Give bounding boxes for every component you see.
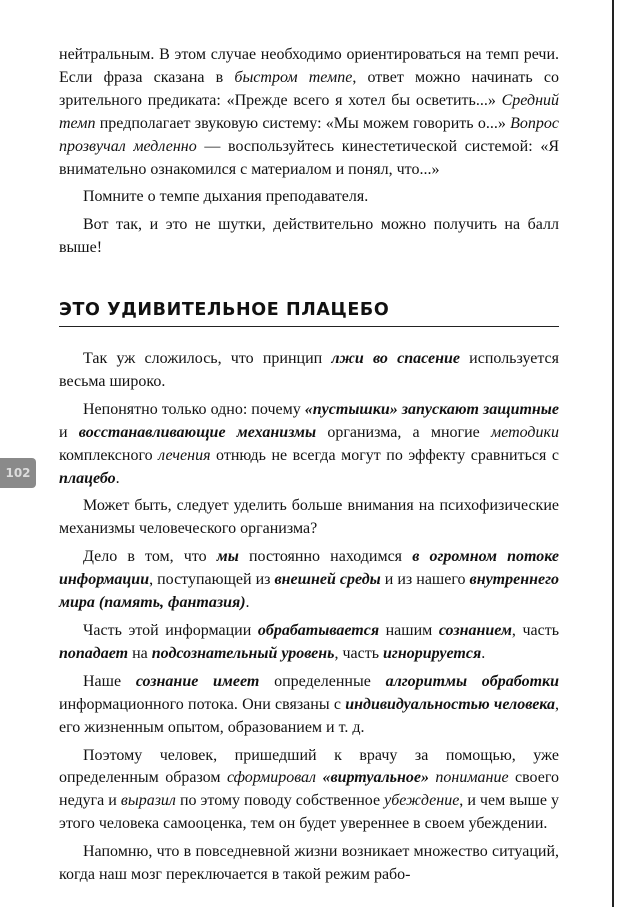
emphasis-bold-italic: «пустышки» запускают защитные	[304, 400, 559, 418]
text-run: Так уж сложилось, что принцип	[83, 350, 332, 367]
text-run: и	[59, 423, 79, 441]
text-run: , часть	[334, 644, 384, 662]
paragraph	[59, 841, 559, 887]
emphasis-bold-italic: мы	[216, 548, 239, 566]
emphasis-italic: Средний темп	[59, 91, 559, 132]
emphasis-italic: сформировал	[226, 769, 317, 787]
emphasis-bold-italic: плацебо	[59, 469, 116, 487]
text-run: Поэтому человек, пришедший к врачу за помощью, уже определенным образом	[59, 746, 559, 787]
text-run: , поступающей из	[149, 571, 275, 589]
emphasis-bold-italic: попадает	[59, 644, 129, 662]
text-run: на	[128, 644, 152, 662]
text-run: организма, а многие	[316, 423, 491, 441]
text-run: информационного потока. Они связаны с	[59, 695, 346, 713]
section-heading	[59, 300, 559, 327]
text-run: нашим	[379, 621, 439, 639]
paragraph	[59, 399, 559, 491]
page-edge-line	[612, 0, 614, 907]
text-run: .	[481, 644, 486, 662]
text-run: , часть	[511, 621, 559, 639]
paragraph	[59, 745, 559, 837]
emphasis-italic: убеждение	[384, 792, 460, 810]
text-run: нейтральным. В этом случае необходимо ориентироваться на темп речи. Если фраза сказана в	[59, 46, 559, 86]
text-run: Дело в том, что	[83, 548, 217, 566]
text-run: постоянно находимся	[238, 548, 413, 566]
text-run: предполагает звуковую систему: «Мы можем говорить о...»	[95, 114, 511, 132]
text-run: Вот так, и это не шутки, действительно можно получить на балл выше!	[59, 216, 559, 257]
text-run: по этому поводу собственное	[175, 792, 385, 810]
emphasis-italic: быстром темпе	[234, 68, 353, 86]
emphasis-bold-italic: алгоритмы обработки	[385, 672, 560, 690]
emphasis-bold-italic: восстанавливающие механизмы	[78, 423, 317, 441]
text-run: Непонятно только одно: почему	[83, 400, 305, 418]
text-run: Помните о темпе дыхания преподавателя.	[83, 188, 369, 206]
emphasis-bold-italic: сознанием	[438, 621, 512, 639]
emphasis-italic: методики	[490, 423, 560, 441]
page-number: 102	[5, 466, 31, 480]
emphasis-bold-italic: лжи во спасение	[331, 350, 460, 367]
emphasis-bold-italic: подсознательный уровень	[151, 644, 335, 662]
text-run: — воспользуйтесь кинестетической системой: «Я внимательно ознакомился с материалом и понял, что...»	[59, 137, 560, 178]
text-run: и из нашего	[380, 571, 470, 589]
text-run: , ответ можно начинать со зрительного предиката: «Прежде всего я хотел бы осветить...»	[59, 68, 560, 109]
text-run: своего недуга и	[59, 769, 560, 810]
emphasis-italic: понимание	[435, 769, 509, 787]
text-run: определенные	[259, 672, 386, 690]
paragraph	[59, 620, 559, 666]
emphasis-italic: Вопрос прозвучал медленно	[59, 114, 559, 155]
paragraph	[59, 348, 559, 394]
emphasis-bold-italic: обрабатывается	[257, 621, 380, 639]
text-run: , его жизненным опытом, образованием и т. д.	[59, 695, 560, 736]
paragraph	[59, 186, 559, 209]
emphasis-bold-italic: игнорируется	[383, 644, 482, 662]
main-text-block	[59, 348, 559, 892]
emphasis-bold-italic: внутреннего мира (память, фантазия)	[59, 571, 559, 612]
text-run: отнюдь не всегда могут по эффекту сравниться с	[210, 446, 559, 464]
text-run: Наше	[83, 672, 136, 690]
emphasis-bold-italic: внешней среды	[274, 571, 381, 589]
emphasis-italic: лечения	[158, 446, 211, 464]
text-run: .	[245, 594, 250, 612]
text-run: используется весьма широко.	[59, 350, 559, 390]
emphasis-bold-italic: «виртуальное»	[322, 769, 429, 787]
emphasis-bold-italic: в огромном потоке информации	[59, 548, 560, 589]
paragraph	[59, 671, 559, 740]
paragraph	[59, 214, 559, 260]
text-run: Часть этой информации	[83, 621, 258, 639]
page-number-tab	[0, 458, 36, 488]
text-run: Может быть, следует уделить больше внимания на психофизические механизмы человеческого организма?	[59, 497, 559, 538]
text-run: .	[115, 469, 120, 487]
paragraph	[59, 495, 559, 541]
paragraph	[59, 546, 559, 615]
text-run: Напомню, что в повседневной жизни возникает множество ситуаций, когда наш мозг переключается в такой режим рабо-	[59, 843, 559, 884]
text-run: комплексного	[59, 446, 159, 464]
emphasis-italic: выразил	[120, 792, 176, 810]
top-text-block	[59, 44, 559, 265]
emphasis-bold-italic: индивидуальностью человека	[345, 695, 556, 713]
text-run: , и чем выше у этого человека самооценка, тем он будет увереннее в своем убеждении.	[59, 792, 560, 833]
emphasis-bold-italic: сознание имеет	[135, 672, 260, 690]
section-heading-text: ЭТО УДИВИТЕЛЬНОЕ ПЛАЦЕБО	[59, 300, 390, 320]
paragraph	[59, 44, 559, 181]
